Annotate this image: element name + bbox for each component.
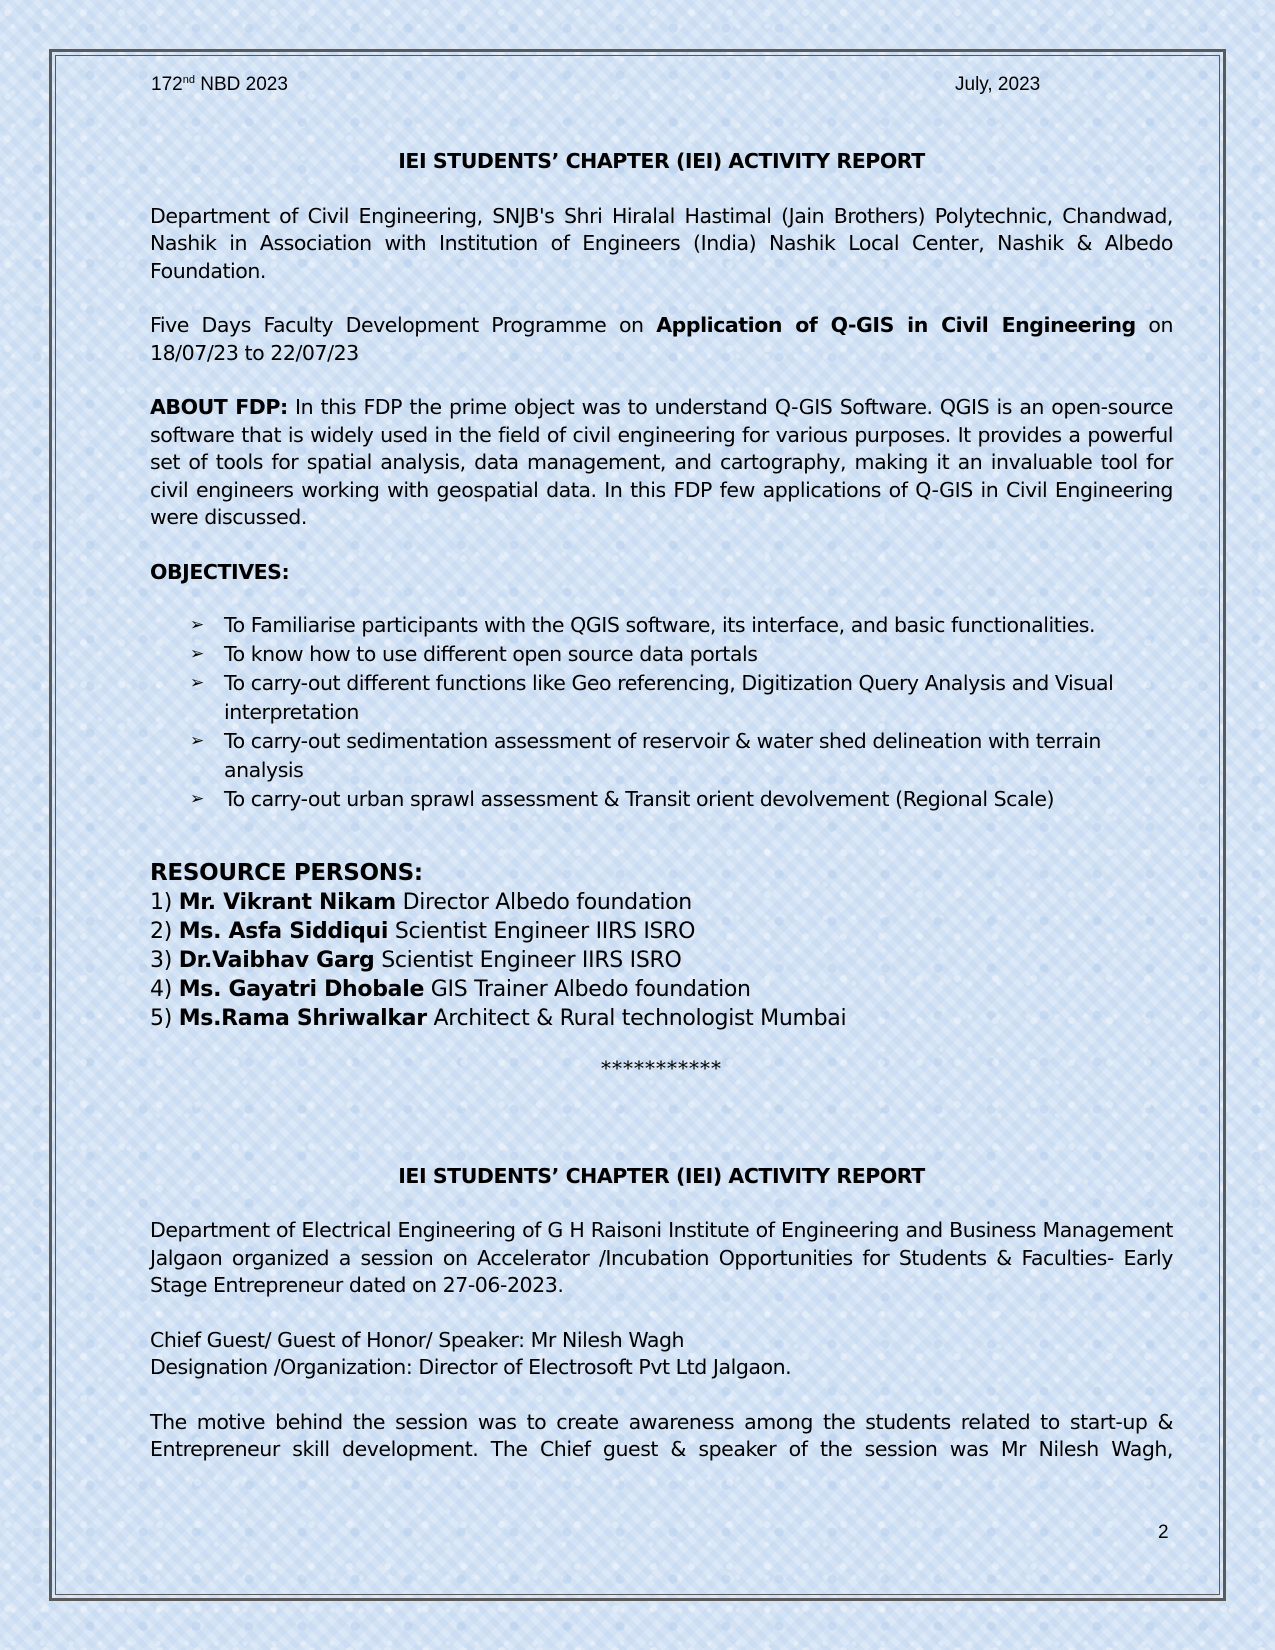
- report1-department: Department of Civil Engineering, SNJB's Shri Hiralal Hastimal (Jain Brothers) Polytechnic, Chandwad, Nashik in Association with Institution of Engineers (India) Nashik Local Center, Nashik & Albedo Foundation.: [150, 203, 1173, 283]
- objective-text: To carry-out different functions like Geo referencing, Digitization Query Analysis and Visual interpretation: [224, 671, 1114, 724]
- resource-num: 3): [150, 948, 179, 973]
- report1-title: IEI STUDENTS’ CHAPTER (IEI) ACTIVITY REPORT: [398, 149, 925, 173]
- resource-name: Ms. Asfa Siddiqui: [178, 919, 389, 944]
- arrow-bullet-icon: ➢: [190, 673, 204, 693]
- report1-programme: [150, 312, 1173, 367]
- issue-suffix: nd: [182, 74, 195, 86]
- objective-text: To Familiarise participants with the QGIS software, its interface, and basic functionalities.: [224, 613, 1096, 637]
- objective-text: To know how to use different open source data portals: [224, 642, 758, 666]
- issue-date: July, 2023: [955, 74, 1041, 95]
- resource-name: Mr. Vikrant Nikam: [178, 890, 396, 915]
- objectives-heading: OBJECTIVES:: [150, 559, 290, 584]
- list-item: [190, 669, 1173, 727]
- resource-person: [150, 888, 1173, 917]
- arrow-bullet-icon: ➢: [190, 789, 204, 809]
- arrow-bullet-icon: ➢: [190, 615, 204, 635]
- page-number: 2: [1158, 1522, 1169, 1543]
- list-item: [190, 727, 1173, 785]
- resource-role: Scientist Engineer IIRS ISRO: [388, 919, 696, 944]
- resource-person: [150, 946, 1173, 975]
- resource-person: [150, 1004, 1173, 1033]
- about-label: ABOUT FDP:: [150, 395, 288, 419]
- objective-text: To carry-out urban sprawl assessment & Transit orient devolvement (Regional Scale): [224, 787, 1055, 811]
- issue-number: 172: [151, 74, 183, 95]
- about-text: In this FDP the prime object was to understand Q-GIS Software. QGIS is an open-source software that is widely used in the field of civil engineering for various purposes. It provides a powerful set of tools for spatial analysis, data management, and cartography, making it an invaluable tool for civil engineers working with geospatial data. In this FDP few applications of Q-GIS in Civil Engineering were discussed.: [150, 395, 1173, 529]
- resource-persons-list: [150, 888, 1173, 1033]
- report2-motive: The motive behind the session was to create awareness among the students related to start-up & Entrepreneur skill development. The Chief guest & speaker of the session was Mr Nilesh Wagh,: [150, 1409, 1173, 1461]
- resource-num: 1): [150, 890, 179, 915]
- resource-role: Scientist Engineer IIRS ISRO: [374, 948, 682, 973]
- resource-num: 5): [150, 1006, 179, 1031]
- programme-suffix: on 18/07/23 to 22/07/23: [150, 313, 1173, 365]
- section-separator: ***********: [601, 1056, 722, 1080]
- document-body: [150, 148, 1173, 1464]
- report2-chief-guest: Chief Guest/ Guest of Honor/ Speaker: Mr Nilesh Wagh: [150, 1327, 685, 1352]
- resource-name: Dr.Vaibhav Garg: [178, 948, 375, 973]
- resource-role: GIS Trainer Albedo foundation: [424, 977, 751, 1002]
- resource-persons-heading: RESOURCE PERSONS:: [150, 860, 423, 886]
- issue-label: [151, 74, 288, 96]
- report2-intro: Department of Electrical Engineering of G H Raisoni Institute of Engineering and Business Management Jalgaon organized a session on Accelerator /Incubation Opportunities for Students & Faculties- Early Stage Entrepreneur dated on 27-06-2023.: [150, 1218, 1173, 1297]
- resource-person: [150, 917, 1173, 946]
- programme-prefix: Five Days Faculty Development Programme on: [150, 313, 657, 337]
- arrow-bullet-icon: ➢: [190, 644, 204, 664]
- resource-num: 2): [150, 919, 179, 944]
- arrow-bullet-icon: ➢: [190, 731, 204, 751]
- resource-name: Ms.Rama Shriwalkar: [178, 1006, 427, 1031]
- resource-name: Ms. Gayatri Dhobale: [178, 977, 425, 1002]
- resource-role: Architect & Rural technologist Mumbai: [426, 1006, 847, 1031]
- report1-about: [150, 394, 1173, 532]
- objective-text: To carry-out sedimentation assessment of reservoir & water shed delineation with terrain analysis: [224, 729, 1101, 782]
- issue-rest: NBD 2023: [194, 74, 288, 95]
- list-item: [190, 785, 1173, 814]
- resource-person: [150, 975, 1173, 1004]
- resource-num: 4): [150, 977, 179, 1002]
- list-item: [190, 611, 1173, 640]
- report2-title: IEI STUDENTS’ CHAPTER (IEI) ACTIVITY REPORT: [398, 1163, 925, 1188]
- list-item: [190, 640, 1173, 669]
- programme-title: Application of Q-GIS in Civil Engineering: [656, 313, 1136, 337]
- report2-designation: Designation /Organization: Director of Electrosoft Pvt Ltd Jalgaon.: [150, 1355, 792, 1379]
- resource-role: Director Albedo foundation: [395, 890, 692, 915]
- objectives-list: [150, 611, 1173, 814]
